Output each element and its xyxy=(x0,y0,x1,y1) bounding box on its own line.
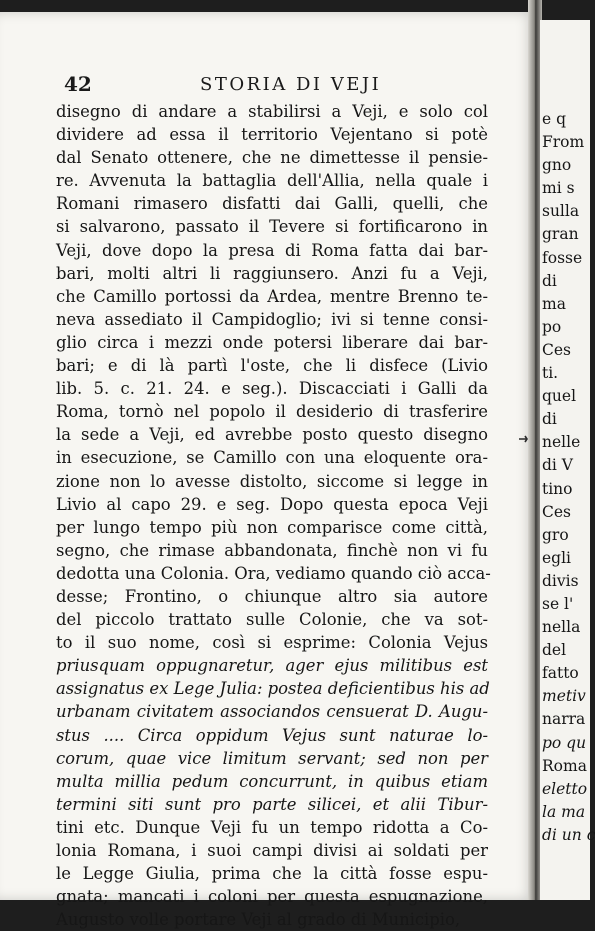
text-line: dedotta una Colonia. Ora, vediamo quando ciò acca- xyxy=(56,563,491,583)
right-text-line: gro xyxy=(542,525,569,544)
right-text-line: metiv xyxy=(542,687,586,706)
right-page-text xyxy=(542,108,595,847)
text-line: lonia Romana, i suoi campi divisi ai soldati per xyxy=(56,841,488,860)
right-text-line: sulla xyxy=(542,202,580,221)
right-text-line: di un c xyxy=(542,825,595,844)
text-line: termini siti sunt pro parte silicei, et alii Tibur- xyxy=(56,794,488,814)
right-text-line: se l' xyxy=(542,594,574,613)
text-line: assignatus ex Lege Julia: postea deficientibus his ad xyxy=(56,679,490,699)
text-line: stus .... Circa oppidum Vejus sunt naturae lo- xyxy=(56,725,488,745)
right-text-line: eletto xyxy=(542,779,588,798)
text-line: gnata; mancati i coloni per questa espugnazione, xyxy=(56,887,488,907)
right-text-line: nella xyxy=(542,618,581,637)
right-text-line: From xyxy=(542,133,585,152)
text-line: corum, quae vice limitum servant; sed non per xyxy=(56,748,488,768)
right-text-line: gno xyxy=(542,156,572,175)
text-line: bari, molti altri li raggiunsero. Anzi fu a Veji, xyxy=(56,263,488,283)
text-line: Augusto volle portare Veji al grado di Municipio, xyxy=(56,910,461,930)
right-text-line: Roma xyxy=(542,756,587,775)
text-line: le Legge Giulia, prima che la città fosse espu- xyxy=(56,864,488,884)
text-line: Romani rimasero disfatti dai Galli, quelli, che xyxy=(56,194,488,214)
left-page xyxy=(0,12,536,930)
text-line: tini etc. Dunque Veji fu un tempo ridotta a Co- xyxy=(56,817,488,837)
right-text-line: fosse xyxy=(542,248,583,267)
text-line: la sede a Veji, ed avrebbe posto questo disegno xyxy=(56,425,488,445)
page-header xyxy=(64,72,484,98)
text-line: dividere ad essa il territorio Vejentano si potè xyxy=(56,125,488,145)
right-text-line: po xyxy=(542,317,562,336)
text-line: si salvarono, passato il Tevere si fortificarono in xyxy=(56,217,488,237)
text-line: in esecuzione, se Camillo con una eloquente ora- xyxy=(56,448,488,468)
text-line: Veji, dove dopo la presa di Roma fatta dai bar- xyxy=(56,240,488,260)
text-line: desse; Frontino, o chiunque altro sia autore xyxy=(56,586,488,606)
body-text xyxy=(56,100,491,931)
text-line: Roma, tornò nel popolo il desiderio di trasferire xyxy=(56,402,488,422)
right-text-line: tino xyxy=(542,479,573,498)
text-line: del piccolo trattato sulle Colonie, che va sot- xyxy=(56,610,488,630)
right-text-line: narra xyxy=(542,710,586,729)
text-line: zione non lo avesse distolto, siccome si legge in xyxy=(56,471,488,491)
right-text-line: nelle xyxy=(542,433,581,452)
text-line: per lungo tempo più non comparisce come città, xyxy=(56,517,488,537)
text-line: to il suo nome, così si esprime: Colonia Vejus xyxy=(56,633,488,653)
right-text-line: quel xyxy=(542,387,577,406)
right-text-line: e q xyxy=(542,110,567,128)
right-page-fragment xyxy=(540,20,595,900)
text-line: dal Senato ottenere, che ne dimettesse il pensie- xyxy=(56,148,488,168)
text-line: urbanam civitatem associandos censuerat D. Augu- xyxy=(56,702,488,722)
right-text-line: del xyxy=(542,641,567,660)
right-text-line: po qu xyxy=(542,733,587,752)
text-line: priusquam oppugnaretur, ager ejus militibus est xyxy=(56,656,488,676)
right-text-line: di V xyxy=(542,456,573,475)
right-text-line: mi s xyxy=(542,179,575,198)
text-line: glio circa i mezzi onde potersi liberare dai bar- xyxy=(56,332,488,352)
text-line: bari; e di là partì l'oste, che li disfece (Livio xyxy=(56,356,488,376)
text-line: che Camillo portossi da Ardea, mentre Brenno te- xyxy=(56,286,488,306)
right-text-line: di xyxy=(542,271,557,290)
text-line: multa millia pedum concurrunt, in quibus etiam xyxy=(56,771,488,791)
right-text-line: divis xyxy=(542,571,579,590)
page-number: 42 xyxy=(64,72,92,96)
text-line: segno, che rimase abbandonata, finchè non vi fu xyxy=(56,540,488,560)
right-text-line: ma xyxy=(542,294,566,313)
text-line: lib. 5. c. 21. 24. e seg.). Discacciati i Galli da xyxy=(56,379,488,399)
right-text-line: egli xyxy=(542,548,572,567)
right-text-line: la ma xyxy=(542,802,586,821)
text-line: neva assediato il Campidoglio; ivi si tenne consi- xyxy=(56,309,488,329)
right-text-line: fatto xyxy=(542,664,579,683)
right-text-line: gran xyxy=(542,225,579,244)
text-line: disegno di andare a stabilirsi a Veji, e solo col xyxy=(56,102,488,121)
right-text-line: Ces xyxy=(542,502,571,521)
running-title: STORIA DI VEJI xyxy=(200,74,382,95)
right-text-line: ti. xyxy=(542,364,559,383)
text-line: re. Avvenuta la battaglia dell'Allia, nella quale i xyxy=(56,171,488,191)
margin-pencil-mark xyxy=(518,432,528,446)
right-text-line: di xyxy=(542,410,557,429)
right-text-line: Ces xyxy=(542,340,571,359)
text-line: Livio al capo 29. e seg. Dopo questa epoca Veji xyxy=(56,494,488,514)
